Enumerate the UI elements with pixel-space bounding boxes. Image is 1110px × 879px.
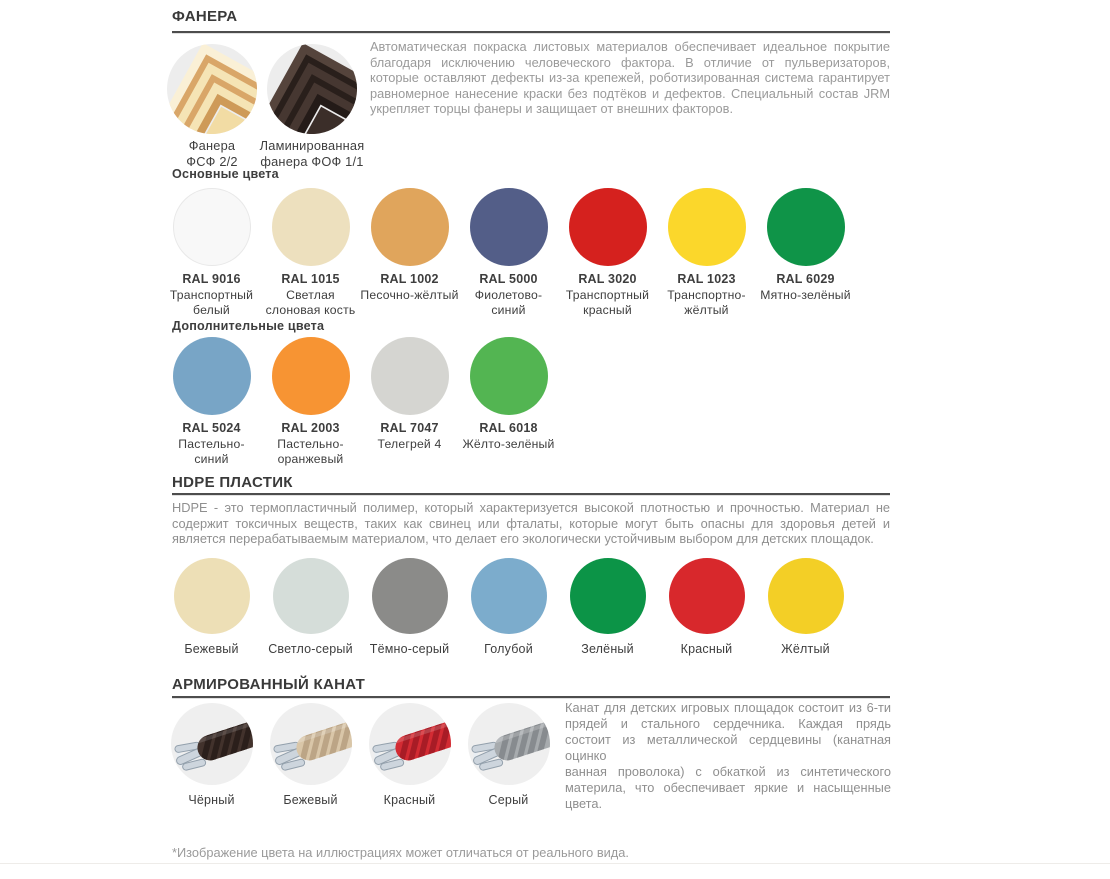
rope-swatch [360, 703, 459, 807]
swatch-name: Транспортный белый [169, 288, 254, 317]
swatch-name: Голубой [484, 642, 533, 656]
hdpe-swatch [261, 558, 360, 656]
hdpe-colors-row [162, 558, 855, 656]
swatch-name: Транспортный красный [565, 288, 650, 317]
ral-swatch [261, 188, 360, 318]
swatch-name: Тёмно-серый [369, 642, 450, 656]
swatch-circle [768, 558, 844, 634]
section-divider [172, 696, 890, 698]
rope-description: Канат для детских игровых площадок состоит из 6-ти прядей и стального сердечника. Каждая прядь состоит из металлической сердцевины (канатная оцинко ванная проволока) с обкаткой из синтетического материла, что обеспечивает яркие и насыщенные цвета. [565, 700, 891, 811]
swatch-name: Телегрей 4 [377, 437, 442, 451]
swatch-circle [272, 337, 350, 415]
swatch-circle [371, 337, 449, 415]
color-disclaimer-note: *Изображение цвета на иллюстрациях может отличаться от реального вида. [172, 845, 629, 860]
swatch-name: Бежевый [184, 642, 239, 656]
swatch-code: RAL 5024 [182, 421, 241, 435]
swatch-name: Фиолетово-синий [474, 288, 543, 317]
swatch-circle [173, 337, 251, 415]
swatch-circle [569, 188, 647, 266]
bottom-divider [0, 863, 1110, 864]
ral-swatch [756, 188, 855, 318]
swatch-circle [471, 558, 547, 634]
plywood-description: Автоматическая покраска листовых материалов обеспечивает идеальное покрытие благодаря исключению человеческого фактора. В отличие от пульверизаторов, которые оставляют дефекты из-за крепежей, роботизированная система гарантирует равномерное нанесение краски без подтёков и дефектов. Специальный состав JRM укрепляет торцы фанеры и защищает от внешних факторов. [370, 39, 890, 117]
material-label: Ламинированная фанера ФОФ 1/1 [259, 138, 365, 169]
swatch-circle [668, 188, 746, 266]
swatch-name: Бежевый [283, 793, 338, 807]
swatch-name: Песочно-жёлтый [360, 288, 459, 302]
swatch-circle [174, 558, 250, 634]
swatch-code: RAL 6029 [776, 272, 835, 286]
material-label: Фанера ФСФ 2/2 [186, 138, 238, 169]
ral-swatch [360, 188, 459, 318]
hdpe-swatch [360, 558, 459, 656]
ral-swatch [459, 188, 558, 318]
ral-swatch [162, 188, 261, 318]
swatch-circle [767, 188, 845, 266]
laminated-plywood-stack-icon [267, 44, 357, 134]
additional-colors-row [162, 337, 558, 467]
material-laminated-plywood [252, 44, 372, 170]
hdpe-description: HDPE - это термопластичный полимер, который характеризуется высокой плотностью и прочностью. Материал не содержит токсичных веществ, таких как свинец или фталаты, которые могут быть опасны для здоровья детей и является перерабатываемым материалом, что делает его экологически устойчивым выбором для детских площадок. [172, 500, 890, 547]
red-rope-icon [369, 703, 451, 785]
swatch-circle [470, 337, 548, 415]
ral-swatch [459, 337, 558, 467]
swatch-circle [669, 558, 745, 634]
rope-swatch [162, 703, 261, 807]
swatch-code: RAL 5000 [479, 272, 538, 286]
swatch-name: Мятно-зелёный [760, 288, 851, 302]
main-colors-subhead: Основные цвета [172, 167, 279, 181]
swatch-circle [272, 188, 350, 266]
swatch-code: RAL 1023 [677, 272, 736, 286]
hdpe-swatch [756, 558, 855, 656]
beige-rope-icon [270, 703, 352, 785]
rope-swatch [261, 703, 360, 807]
plywood-section-title: ФАНЕРА [172, 8, 238, 25]
hdpe-swatch [459, 558, 558, 656]
ral-swatch [261, 337, 360, 467]
swatch-name: Красный [680, 642, 733, 656]
black-rope-icon [171, 703, 253, 785]
swatch-name: Светло-серый [268, 642, 353, 656]
ral-swatch [657, 188, 756, 318]
swatch-code: RAL 7047 [380, 421, 439, 435]
swatch-code: RAL 1002 [380, 272, 439, 286]
swatch-name: Жёлто-зелёный [462, 437, 555, 451]
swatch-name: Пастельно-синий [178, 437, 245, 466]
swatch-circle [371, 188, 449, 266]
swatch-code: RAL 6018 [479, 421, 538, 435]
plywood-stack-icon [167, 44, 257, 134]
grey-rope-icon [468, 703, 550, 785]
hdpe-section-title: HDPE ПЛАСТИК [172, 474, 293, 491]
hdpe-swatch [657, 558, 756, 656]
swatch-circle [372, 558, 448, 634]
swatch-code: RAL 9016 [182, 272, 241, 286]
swatch-circle [570, 558, 646, 634]
ral-swatch [558, 188, 657, 318]
swatch-name: Жёлтый [781, 642, 830, 656]
swatch-code: RAL 3020 [578, 272, 637, 286]
swatch-circle [470, 188, 548, 266]
main-colors-row [162, 188, 855, 318]
swatch-circle [273, 558, 349, 634]
hdpe-swatch [162, 558, 261, 656]
rope-colors-row [162, 703, 558, 807]
swatch-name: Чёрный [188, 793, 235, 807]
swatch-code: RAL 2003 [281, 421, 340, 435]
swatch-code: RAL 1015 [281, 272, 340, 286]
hdpe-swatch [558, 558, 657, 656]
swatch-name: Зелёный [581, 642, 634, 656]
section-divider [172, 31, 890, 33]
section-divider [172, 493, 890, 495]
rope-section-title: АРМИРОВАННЫЙ КАНАТ [172, 676, 366, 693]
swatch-name: Транспортно-жёлтый [667, 288, 746, 317]
swatch-name: Красный [383, 793, 436, 807]
additional-colors-subhead: Дополнительные цвета [172, 319, 325, 333]
swatch-name: Пастельно-оранжевый [277, 437, 344, 466]
swatch-name: Серый [488, 793, 529, 807]
ral-swatch [360, 337, 459, 467]
swatch-circle [173, 188, 251, 266]
swatch-name: Светлая слоновая кость [265, 288, 356, 317]
ral-swatch [162, 337, 261, 467]
rope-swatch [459, 703, 558, 807]
